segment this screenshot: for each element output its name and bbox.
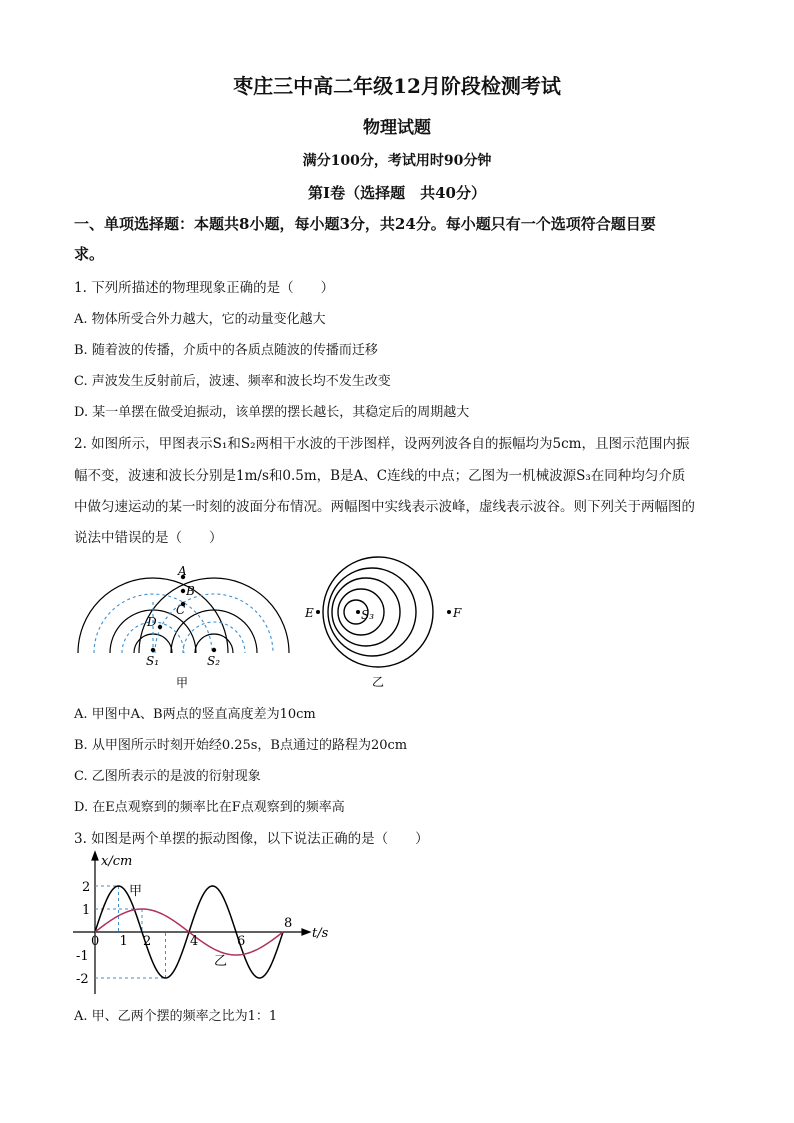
figure-jia-caption: 甲 (176, 676, 189, 690)
q2-stem-line3: 中做匀速运动的某一时刻的波面分布情况。两幅图中实线表示波峰，虚线表示波谷。则下列关于两幅图的 (74, 499, 695, 515)
q2-stem-line1: 2. 如图所示，甲图表示S₁和S₂两相干水波的干涉图样，设两列波各自的振幅均为5cm，且图示范围内振 (74, 436, 690, 452)
source-s2-label: S₂ (207, 654, 221, 668)
point-d-label: D (147, 615, 157, 629)
x-tick-label: 8 (284, 916, 293, 931)
q2-option-d: D. 在E点观察到的频率比在F点观察到的频率高 (74, 800, 345, 815)
curve-yi-label: 乙 (214, 954, 228, 969)
page-title: 枣庄三中高二年级12月阶段检测考试 (233, 74, 561, 98)
x-tick-label: 1 (119, 934, 128, 949)
q2-option-b: B. 从甲图所示时刻开始经0.25s，B点通过的路程为20cm (74, 738, 408, 753)
y-axis-label: x/cm (101, 854, 133, 869)
point-a-label: A (178, 564, 187, 578)
x-axis-label: t/s (312, 926, 329, 941)
point-b-label: B (186, 584, 195, 598)
y-tick-label: -1 (76, 949, 89, 964)
q1-option-c: C. 声波发生反射前后，波速、频率和波长均不发生改变 (74, 374, 391, 389)
y-tick-label: 1 (82, 903, 91, 918)
q3-option-a: A. 甲、乙两个摆的频率之比为1：1 (74, 1009, 278, 1024)
x-tick-label: 0 (91, 934, 100, 949)
curve-jia-label: 甲 (129, 884, 143, 899)
y-tick-label: 2 (82, 880, 91, 895)
q2-option-c: C. 乙图所表示的是波的衍射现象 (74, 769, 261, 784)
q1-option-a: A. 物体所受合外力越大，它的动量变化越大 (74, 312, 326, 327)
section-heading-line2: 求。 (74, 245, 105, 263)
q1-option-b: B. 随着波的传播，介质中的各质点随波的传播而迁移 (74, 343, 378, 358)
x-tick-label: 2 (143, 934, 152, 949)
q2-stem-line2: 幅不变，波速和波长分别是1m/s和0.5m，B是A、C连线的中点；乙图为一机械波源S₃在同种均匀介质 (74, 468, 686, 484)
figure-yi-caption: 乙 (372, 675, 385, 689)
figure-yi-doppler (300, 550, 470, 690)
x-tick-label: 6 (237, 934, 246, 949)
section-heading-line1: 一、单项选择题：本题共8小题，每小题3分，共24分。每小题只有一个选项符合题目要 (74, 215, 656, 233)
source-s3-label: S₃ (361, 608, 375, 622)
source-s1-label: S₁ (146, 654, 160, 668)
q3-stem: 3. 如图是两个单摆的振动图像，以下说法正确的是（ ） (74, 831, 429, 847)
point-c-label: C (176, 603, 186, 617)
subject-title: 物理试题 (363, 118, 431, 138)
exam-info: 满分100分，考试用时90分钟 (302, 153, 492, 169)
y-tick-label: -2 (76, 972, 89, 987)
oscillation-graph (70, 850, 340, 995)
q2-option-a: A. 甲图中A、B两点的竖直高度差为10cm (74, 707, 316, 722)
point-e-label: E (305, 606, 314, 620)
point-f-label: F (453, 606, 462, 620)
q1-stem: 1. 下列所描述的物理现象正确的是（ ） (74, 280, 335, 296)
q1-option-d: D. 某一单摆在做受迫振动，该单摆的摆长越长，其稳定后的周期越大 (74, 405, 470, 420)
figure-jia-interference (70, 560, 300, 690)
q2-stem-line4: 说法中错误的是（ ） (74, 530, 223, 546)
x-tick-label: 4 (190, 934, 199, 949)
volume-heading: 第Ⅰ卷（选择题 共40分） (308, 184, 486, 202)
